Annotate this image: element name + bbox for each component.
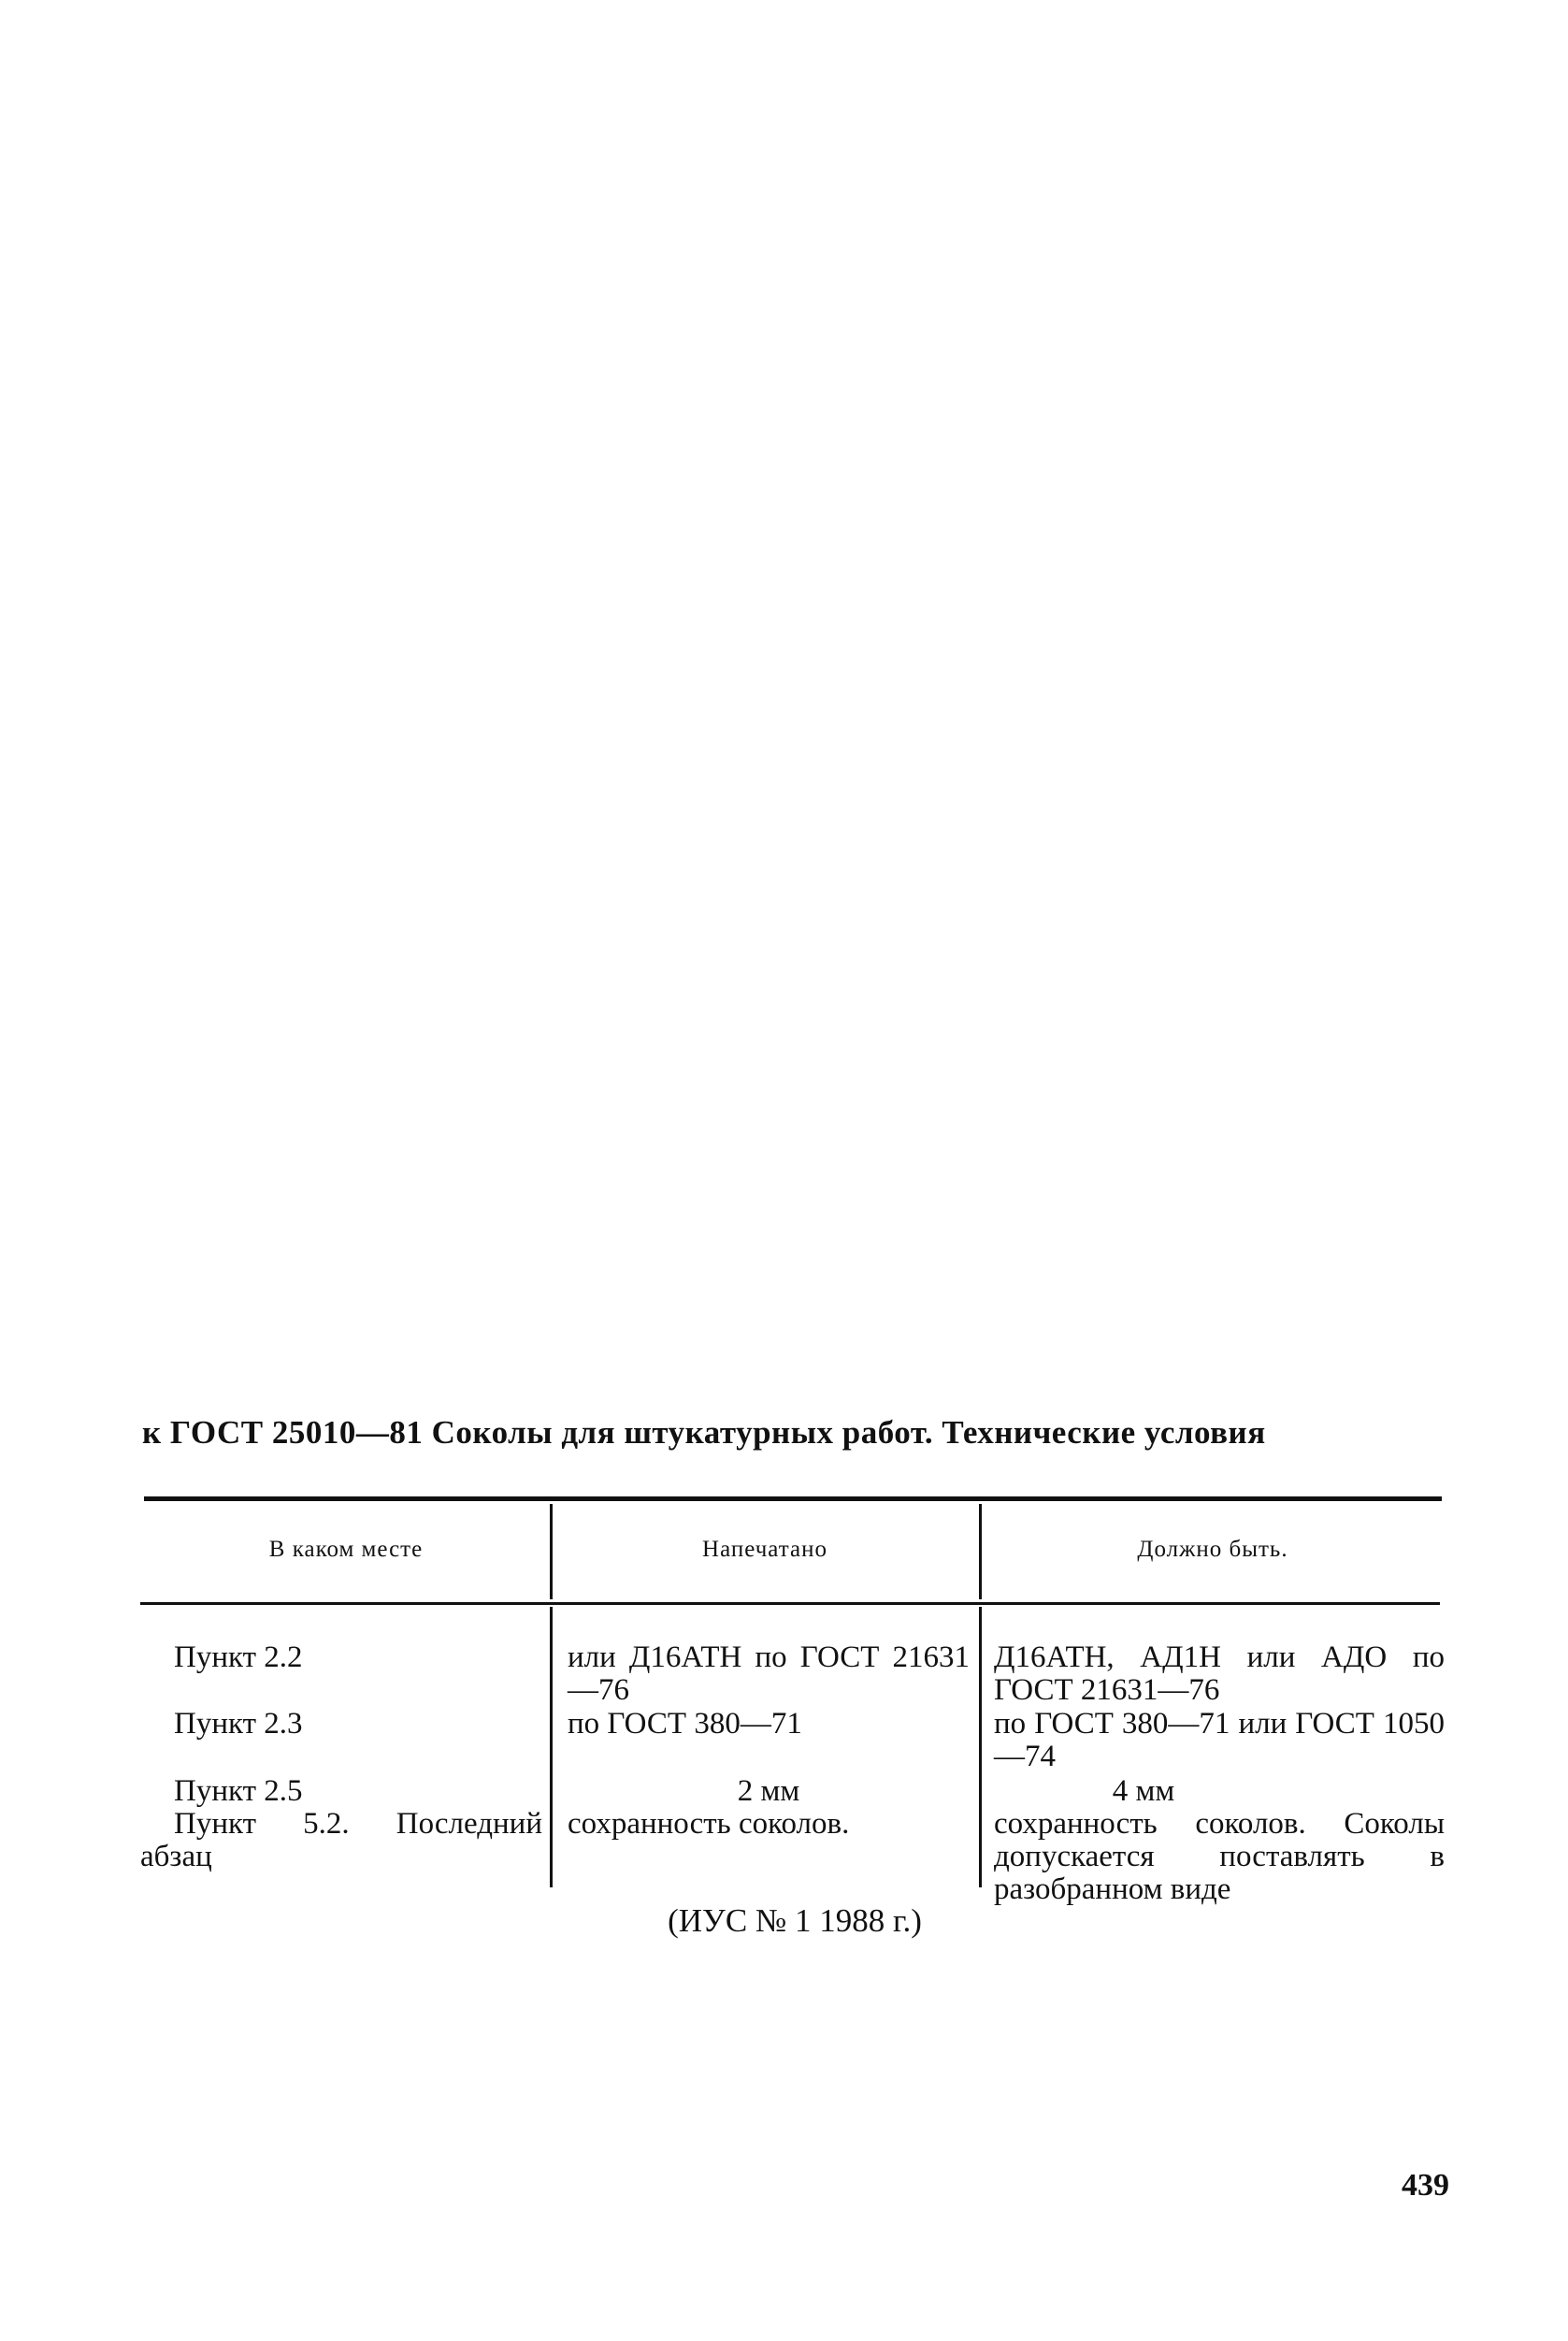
table-top-rule (144, 1496, 1442, 1501)
table-cell-should-be: 4 мм (1112, 1774, 1175, 1808)
column-divider (550, 1607, 553, 1887)
table-cell-location: Пункт 5.2. Последний абзац (140, 1807, 542, 1873)
table-cell-should-be: сохранность соколов. Соколы допускается поставлять в разобранном виде (994, 1807, 1445, 1906)
header-separator-rule (140, 1602, 1440, 1605)
table-cell-should-be: по ГОСТ 380—71 или ГОСТ 1050—74 (994, 1707, 1445, 1773)
table-cell-printed: или Д16АТН по ГОСТ 21631—76 (568, 1640, 970, 1707)
column-divider (979, 1504, 982, 1599)
table-cell-printed: по ГОСТ 380—71 (568, 1707, 802, 1741)
column-header-location: В каком месте (268, 1537, 424, 1562)
document-title: к ГОСТ 25010—81 Соколы для штукатурных работ. Технические условия (142, 1414, 1266, 1451)
source-note: (ИУС № 1 1988 г.) (668, 1902, 922, 1939)
column-header-should-be: Должно быть. (1137, 1537, 1288, 1562)
column-divider (979, 1607, 982, 1887)
table-cell-location: Пункт 2.2 (174, 1640, 303, 1674)
table-cell-printed: сохранность соколов. (568, 1807, 850, 1841)
table-cell-should-be: Д16АТН, АД1Н или АДО по ГОСТ 21631—76 (994, 1640, 1445, 1707)
column-divider (550, 1504, 553, 1599)
table-cell-location: Пункт 2.5 (174, 1774, 303, 1808)
page-number: 439 (1402, 2168, 1449, 2203)
column-header-printed: Напечатано (702, 1537, 827, 1562)
table-cell-printed: 2 мм (737, 1774, 800, 1808)
table-cell-location: Пункт 2.3 (174, 1707, 303, 1741)
